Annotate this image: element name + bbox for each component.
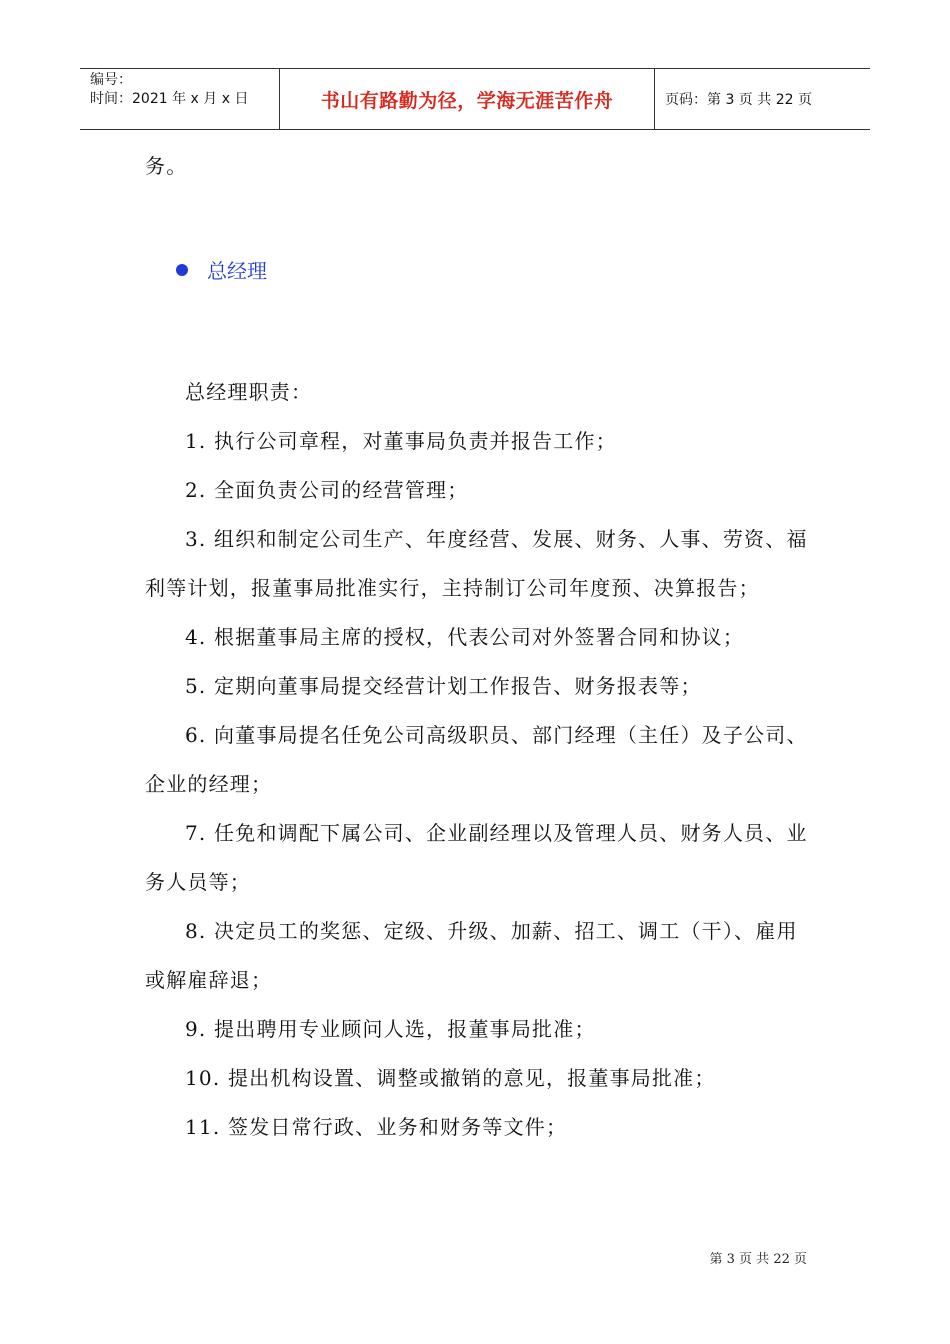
list-item: 9. 提出聘用专业顾问人选，报董事局批准； — [185, 1017, 596, 1041]
list-item: 6. 向董事局提名任免公司高级职员、部门经理（主任）及子公司、企业的经理； — [145, 723, 808, 796]
list-item: 7. 任免和调配下属公司、企业副经理以及管理人员、财务人员、业务人员等； — [145, 821, 808, 894]
header-meta — [80, 69, 280, 129]
list-item: 10. 提出机构设置、调整或撤销的意见，报董事局批准； — [185, 1066, 716, 1090]
header-motto: 书山有路勤为径，学海无涯苦作舟 — [280, 69, 655, 129]
section-title: 总经理 — [207, 259, 267, 283]
page-header — [80, 68, 870, 130]
time-label: 时间：2021 年 x 月 x 日 — [90, 91, 249, 107]
duties-subtitle: 总经理职责： — [185, 380, 313, 404]
list-item: 3. 组织和制定公司生产、年度经营、发展、财务、人事、劳资、福利等计划，报董事局批准实行，主持制订公司年度预、决算报告； — [145, 527, 808, 600]
bullet-icon — [176, 264, 188, 276]
continuation-text: 务。 — [145, 154, 188, 178]
duties-list — [145, 368, 815, 1152]
header-page-info: 页码：第 3 页 共 22 页 — [665, 92, 812, 108]
list-item: 5. 定期向董事局提交经营计划工作报告、财务报表等； — [185, 674, 702, 698]
page-footer: 第 3 页 共 22 页 — [709, 1252, 807, 1267]
serial-label: 编号： — [90, 72, 132, 88]
list-item: 2. 全面负责公司的经营管理； — [185, 478, 469, 502]
list-item: 4. 根据董事局主席的授权，代表公司对外签署合同和协议； — [185, 625, 745, 649]
intro-block — [145, 142, 815, 191]
list-item: 1. 执行公司章程，对董事局负责并报告工作； — [185, 429, 617, 453]
list-item: 8. 决定员工的奖惩、定级、升级、加薪、招工、调工（干）、雇用或解雇辞退； — [145, 919, 798, 992]
list-item: 11. 签发日常行政、业务和财务等文件； — [185, 1115, 568, 1139]
section-heading — [176, 255, 267, 284]
